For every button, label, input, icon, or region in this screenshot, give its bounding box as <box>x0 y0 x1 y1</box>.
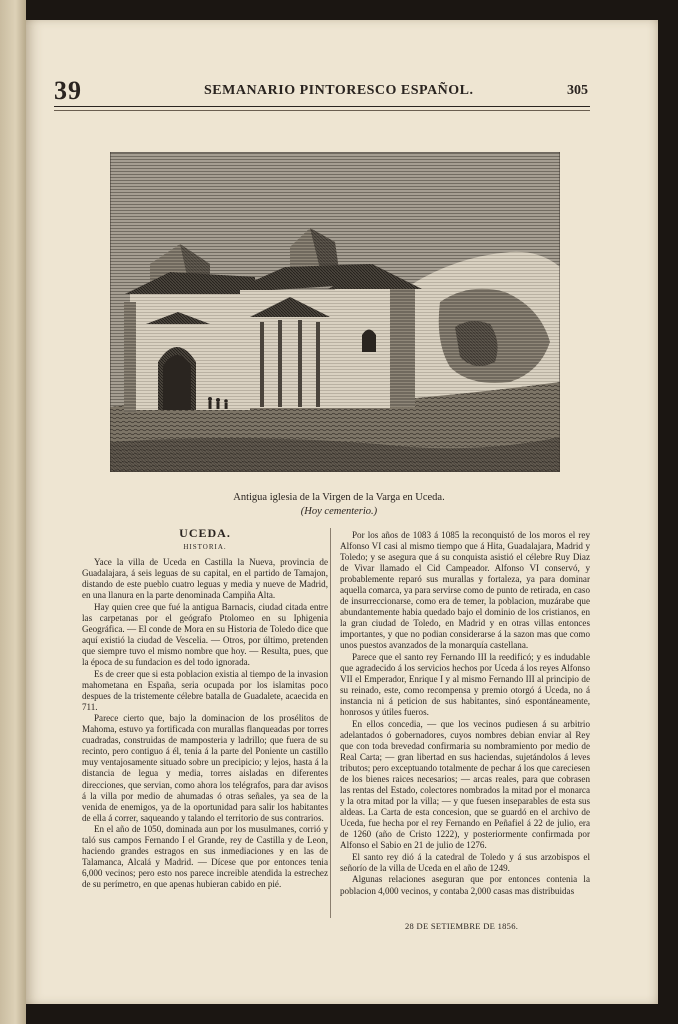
illustration-subcaption: (Hoy cementerio.) <box>300 506 378 517</box>
paragraph: Por los años de 1083 á 1085 la reconquistó de los moros el rey Alfonso VI casi al mismo tiempo que á Hita, Guadalajara, Madrid y Toledo; y se asegura que á su conquista asistió el célebre Ruy Diaz de Vivar llamado el Cid Campeador. Alfonso VI conservó, y probablemente reparó sus murallas y fortaleza, ya para dominar aquella comarca, ya para servirse como de punto de retirada, en caso de insurreccionarse, como era de temer, la poblacion, muzárabe que abundantemente habia quedado bajo el dominio de los cristianos, en la gran ciudad de Toledo, en Madrid y en otras villas entonces importantes, y que no podian considerarse á la sazon mas que como unos puestos avanzados de la monarquía castellana. <box>340 530 590 651</box>
issue-date: 28 DE SETIEMBRE DE 1856. <box>405 921 519 931</box>
paragraph: Parece cierto que, bajo la dominacion de los prosélitos de Mahoma, estuvo ya fortificada con murallas flanqueadas por torres cuadradas, construidas de mamposteria y ladrillo; que fuera de su recinto, pero contiguo á él, tenia á la parte del Poniente un castillo muy ventajosamente situado sobre un precipicio; y lejos, hasta á la distancia de legua y media, torres aisladas en diferentes direcciones, que servian, como ahora los telégrafos, para dar avisos á la villa por medio de ahumadas ó otras señales, ya sea de la venida de enemigos, ya de la oportunidad para salir los habitantes de ella á correr, saqueando y talando el territorio de sus contrarios. <box>82 713 328 823</box>
article-left-column <box>82 528 328 891</box>
paragraph: El santo rey dió á la catedral de Toledo y á sus arzobispos el señorío de la villa de Uceda en el año de 1249. <box>340 851 590 873</box>
church-engraving <box>110 152 560 472</box>
paragraph: En el año de 1050, dominada aun por los musulmanes, corrió y taló sus campos Fernando I el Grande, rey de Castilla y de Leon, haciendo grandes estragos en sus inmediaciones y en las de Talamanca, Alcalá y Madrid. — Dícese que por entonces tenia 6,000 vecinos; pero esto nos parece increible atendida la estrechez de su perímetro, en que apenas hubieran cabido en pié. <box>82 824 328 890</box>
illustration-caption: Antigua iglesia de la Virgen de la Varga en Uceda. <box>233 492 445 503</box>
paragraph: Yace la villa de Uceda en Castilla la Nueva, provincia de Guadalajara, á seis leguas de su capital, en el partido de Tamajon, distando de este pueblo cuatro leguas y media y nueve de Madrid, en una llanura en la parte denominada Campiña Alta. <box>82 557 328 601</box>
article-title: UCEDA. <box>179 526 231 540</box>
article-right-column <box>340 530 590 897</box>
page-number: 305 <box>567 83 588 98</box>
masthead-title: SEMANARIO PINTORESCO ESPAÑOL. <box>204 83 474 98</box>
column-separator <box>330 528 331 918</box>
issue-number: 39 <box>54 76 82 105</box>
paragraph: En ellos concedia, — que los vecinos pudiesen á su arbitrio adelantados ó gobernadores, cuyos nombres debian enviar al Rey que con toda brevedad confirmaria su nombramiento por medio de Real Carta; — gran libertad en sus haciendas, sujetándolos á leves tributos; pero exceptuando totalmente de pechar á los que careciesen de los bienes raices necesarios; — arcas reales, para que cobrasen las rentas del Estado, colectores nombrados la mitad por el monarca y la otra mitad por la villa; — y que fuesen inseparables de esta sus aldeas. La Carta de esta concesion, que se guardó en el archivo de Uceda, fue hecha por el rey Fernando en Peñafiel á 22 de julio, era de 1260 (año de Cristo 1222), y posteriormente confirmada por Alfonso el Sabio en 21 de julio de 1276. <box>340 718 590 851</box>
header-rule <box>54 110 590 111</box>
paragraph: Es de creer que si esta poblacion existia al tiempo de la invasion mahometana en España, seria ocupada por los islamitas poco despues de la tristemente célebre batalla de Guadalete, acaecida en 711. <box>82 668 328 712</box>
page-header <box>54 76 590 107</box>
paragraph: Algunas relaciones aseguran que por entonces contenia la poblacion 4,000 vecinos, y contaba 2,000 casas mas distribuidas <box>340 874 590 896</box>
paragraph: Parece que el santo rey Fernando III la reedificó; y es indudable que agradecido á los servicios hechos por Uceda á los reyes Alfonso VII el Emperador, Enrique I y al mismo Fernando III al principio de su reinado, este, como recompensa y premio otorgó á Uceda, no á instancia ni á peticion de sus habitantes, sinó espontáneamente, honrosos y útiles fueros. <box>340 652 590 718</box>
paragraph: Hay quien cree que fué la antigua Barnacis, ciudad citada entre las carpetanas por el geógrafo Ptolomeo en su Iphigenia Geográfica. — El conde de Mora en su Historia de Toledo dice que aquí existió la ciudad de Vescelia. — Otros, por último, pretenden que siempre tuvo el mismo nombre que hoy. — Resulta, pues, que la época de su fundacion es del todo ignorada. <box>82 601 328 668</box>
article-section: HISTORIA. <box>183 543 227 552</box>
